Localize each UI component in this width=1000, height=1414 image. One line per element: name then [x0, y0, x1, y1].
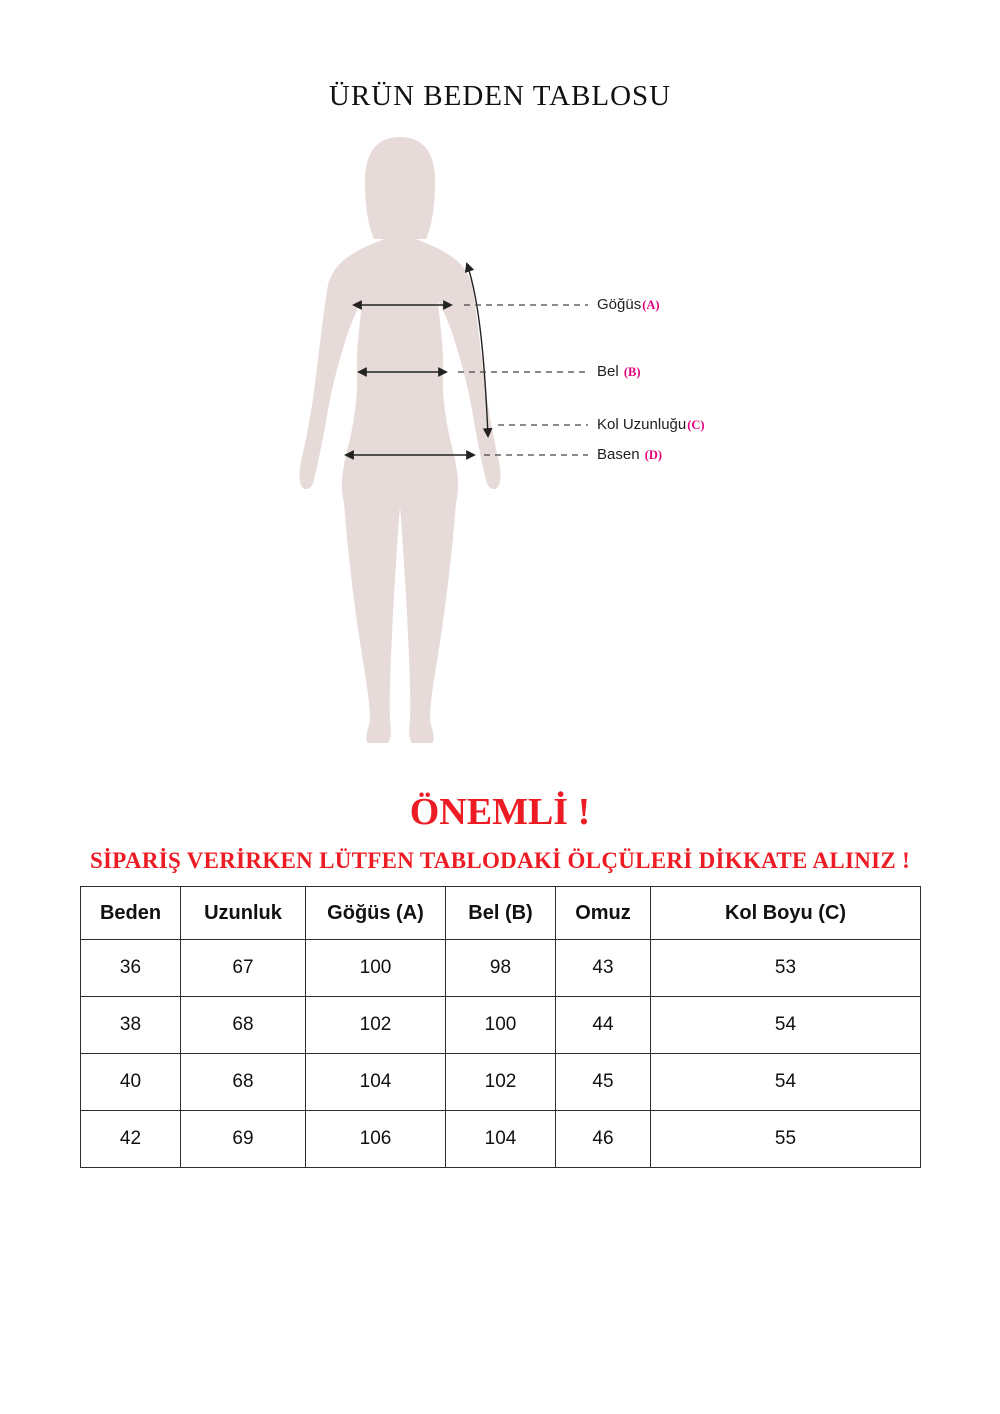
measurement-label-hip — [597, 446, 662, 463]
measurement-label-chest — [597, 296, 660, 313]
table-cell: 40 — [81, 1054, 181, 1111]
measurement-diagram — [0, 135, 1000, 775]
size-table — [80, 886, 921, 1168]
table-cell: 106 — [306, 1111, 446, 1168]
table-cell: 46 — [556, 1111, 651, 1168]
measurement-code: (A) — [642, 298, 660, 312]
measurement-code: (B) — [623, 365, 641, 379]
table-cell: 68 — [181, 997, 306, 1054]
table-cell: 102 — [446, 1054, 556, 1111]
important-heading: ÖNEMLİ ! — [409, 791, 591, 833]
table-cell: 54 — [651, 997, 921, 1054]
order-warning-text: SİPARİŞ VERİRKEN LÜTFEN TABLODAKİ ÖLÇÜLERİ DİKKATE ALINIZ ! — [89, 848, 911, 873]
table-cell: 42 — [81, 1111, 181, 1168]
table-cell: 102 — [306, 997, 446, 1054]
size-table-header-row — [81, 887, 921, 940]
measurement-label-arm-length — [597, 416, 705, 433]
body-silhouette-figure — [270, 135, 760, 765]
measurement-label-text: Kol Uzunluğu — [597, 416, 687, 433]
table-cell: 36 — [81, 940, 181, 997]
table-cell: 44 — [556, 997, 651, 1054]
table-cell: 67 — [181, 940, 306, 997]
table-cell: 104 — [306, 1054, 446, 1111]
size-table-row — [81, 1054, 921, 1111]
table-cell: 98 — [446, 940, 556, 997]
measurement-label-waist — [597, 363, 641, 380]
table-cell: 68 — [181, 1054, 306, 1111]
measurement-code: (C) — [687, 418, 705, 432]
table-cell: 104 — [446, 1111, 556, 1168]
col-header-beden: Beden — [81, 887, 181, 940]
table-cell: 53 — [651, 940, 921, 997]
table-cell: 54 — [651, 1054, 921, 1111]
measurement-label-text: Basen — [597, 446, 644, 463]
table-cell: 45 — [556, 1054, 651, 1111]
table-cell: 100 — [446, 997, 556, 1054]
col-header-bel: Bel (B) — [446, 887, 556, 940]
female-silhouette — [300, 137, 501, 743]
measurement-label-text: Göğüs — [597, 296, 642, 313]
table-cell: 43 — [556, 940, 651, 997]
table-cell: 69 — [181, 1111, 306, 1168]
table-cell: 100 — [306, 940, 446, 997]
measurement-label-text: Bel — [597, 363, 623, 380]
col-header-omuz: Omuz — [556, 887, 651, 940]
measurement-code: (D) — [644, 448, 663, 462]
col-header-uzunluk: Uzunluk — [181, 887, 306, 940]
size-table-row — [81, 997, 921, 1054]
size-table-row — [81, 1111, 921, 1168]
table-cell: 38 — [81, 997, 181, 1054]
page-title: ÜRÜN BEDEN TABLOSU — [328, 80, 672, 112]
size-table-row — [81, 940, 921, 997]
table-cell: 55 — [651, 1111, 921, 1168]
col-header-kol-boyu: Kol Boyu (C) — [651, 887, 921, 940]
col-header-gogus: Göğüs (A) — [306, 887, 446, 940]
